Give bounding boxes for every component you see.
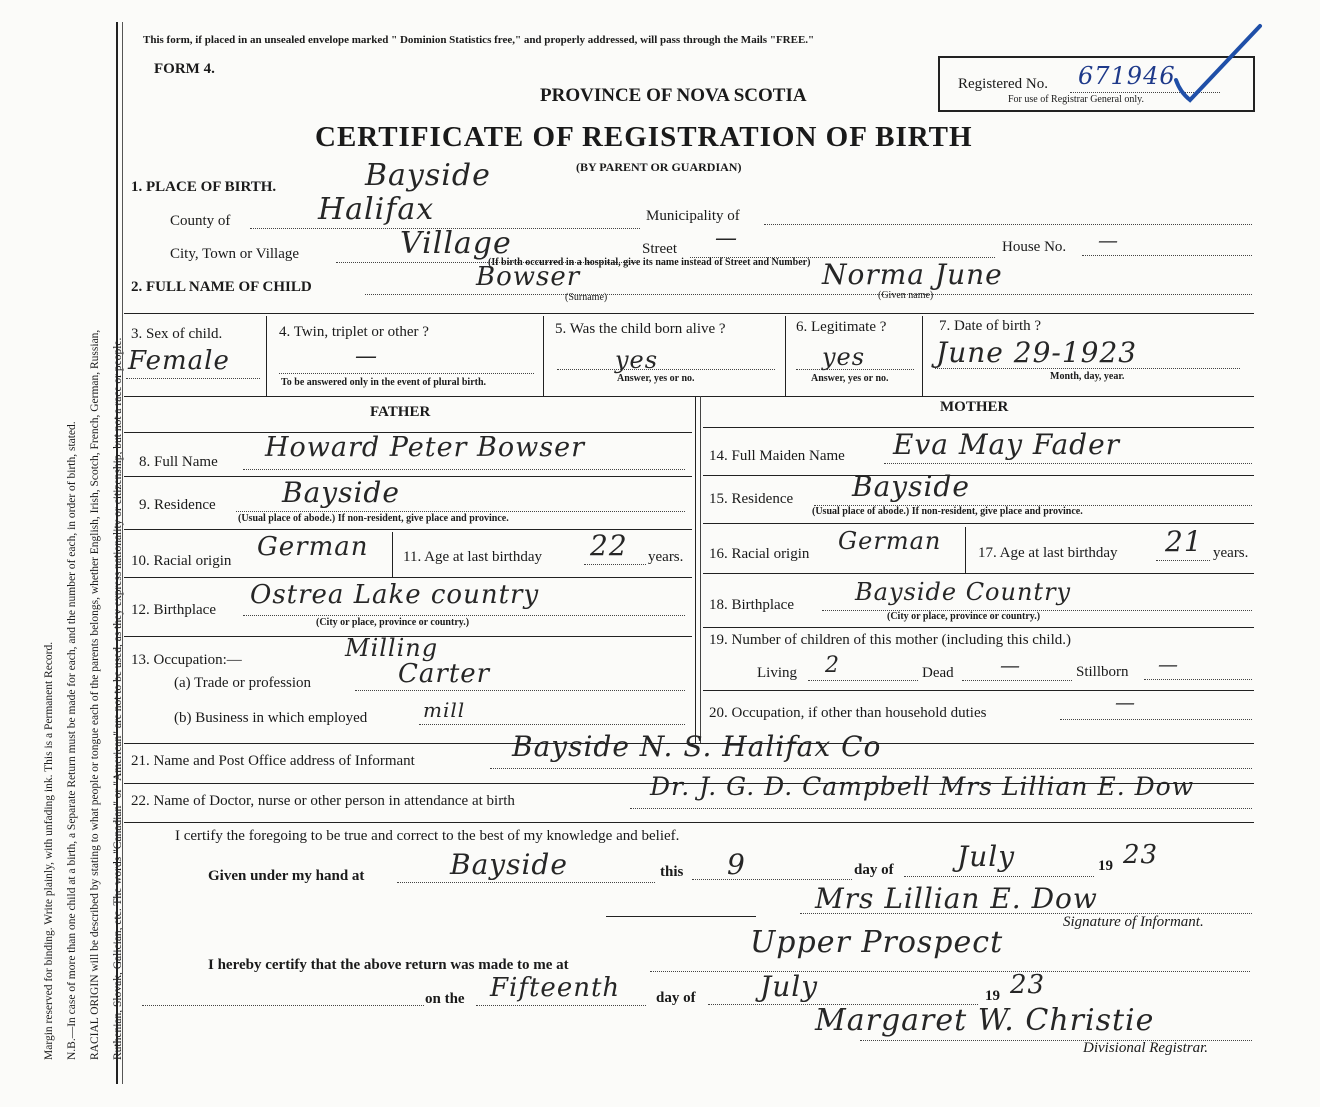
given-name-caption: (Given name) <box>878 290 934 301</box>
father-age-label: 11. Age at last birthday <box>403 549 542 565</box>
dob-label: 7. Date of birth ? <box>939 318 1042 334</box>
municipality-label: Municipality of <box>646 208 740 224</box>
father-name-label: 8. Full Name <box>139 454 218 470</box>
mother-residence-value: Bayside <box>852 470 970 503</box>
alive-label: 5. Was the child born alive ? <box>555 321 726 337</box>
father-occupation-label: 13. Occupation:— <box>131 652 242 668</box>
dead-label: Dead <box>922 665 954 681</box>
registrar-signature: Margaret W. Christie <box>815 1003 1155 1038</box>
living-value: 2 <box>825 653 840 678</box>
father-heading: FATHER <box>370 404 431 420</box>
mother-birthplace-note: (City or place, province or country.) <box>887 611 1041 622</box>
province-title: PROVINCE OF NOVA SCOTIA <box>540 85 807 106</box>
mother-age-unit: years. <box>1213 545 1249 561</box>
mother-heading: MOTHER <box>940 399 1009 415</box>
father-birthplace-note: (City or place, province or country.) <box>316 617 470 628</box>
sex-label: 3. Sex of child. <box>131 326 223 342</box>
business-value: mill <box>423 698 466 722</box>
margin-rule <box>116 22 118 1084</box>
registrar-certify-line: I hereby certify that the above return was made to me at <box>208 957 569 973</box>
father-race-value: German <box>257 532 369 562</box>
father-birthplace-value: Ostrea Lake country <box>250 580 540 610</box>
registrar-caption: Divisional Registrar. <box>1083 1040 1209 1056</box>
given-under-label: Given under my hand at <box>208 868 365 884</box>
mother-race-value: German <box>838 527 942 555</box>
informant-value: Bayside N. S. Halifax Co <box>512 730 882 763</box>
registrar-month-value: July <box>760 970 819 1003</box>
year-prefix: 19 <box>1098 858 1113 874</box>
house-value: — <box>1098 228 1119 252</box>
father-occupation-extra: Milling <box>345 634 439 662</box>
place-of-birth-value: Bayside <box>365 158 491 193</box>
informant-label: 21. Name and Post Office address of Informant <box>131 753 415 769</box>
surname-value: Bowser <box>476 262 581 292</box>
check-mark-icon <box>1168 20 1268 110</box>
given-name-value: Norma June <box>822 258 1003 291</box>
mother-birthplace-label: 18. Birthplace <box>709 597 794 613</box>
registrar-note: For use of Registrar General only. <box>1008 94 1144 105</box>
certify-line: I certify the foregoing to be true and correct to the best of my knowledge and belief. <box>175 828 680 844</box>
margin-line-2: N.B.—In case of more than one child at a birth, a Separate Return must be made for each, and the number of each, in order of birth, stated. <box>66 421 78 1060</box>
dob-note: Month, day, year. <box>1050 371 1125 382</box>
mother-name-value: Eva May Fader <box>893 428 1121 461</box>
signature-caption: Signature of Informant. <box>1063 914 1204 930</box>
registered-number: 671946 <box>1078 62 1176 90</box>
street-label: Street <box>642 241 677 257</box>
alive-value: yes <box>615 346 659 374</box>
margin-line-3: RACIAL ORIGIN will be described by stating to what people or tongue each of the parents belongs, whether English, Irish, Scotch, French, German, Russian, <box>89 329 101 1060</box>
registrar-year-value: 23 <box>1010 970 1046 1000</box>
on-the-label: on the <box>425 991 465 1007</box>
legitimate-value: yes <box>822 343 866 371</box>
registrar-day-value: Fifteenth <box>490 973 621 1003</box>
mother-residence-label: 15. Residence <box>709 491 794 507</box>
form-number: FORM 4. <box>154 61 215 77</box>
children-label: 19. Number of children of this mother (including this child.) <box>709 632 1072 648</box>
surname-caption: (Surname) <box>565 292 608 303</box>
place-of-birth-label: 1. PLACE OF BIRTH. <box>131 179 277 195</box>
this-label: this <box>660 864 684 880</box>
trade-value: Carter <box>398 659 491 689</box>
county-label: County of <box>170 213 231 229</box>
father-age-value: 22 <box>590 529 628 562</box>
margin-line-1: Margin reserved for binding. Write plainly, with unfading ink. This is a Permanent Record. <box>43 641 55 1060</box>
mother-name-label: 14. Full Maiden Name <box>709 448 845 464</box>
doctor-label: 22. Name of Doctor, nurse or other person in attendance at birth <box>131 793 515 809</box>
mail-notice: This form, if placed in an unsealed envelope marked " Dominion Statistics free," and properly addressed, will pass through the Mails "FREE." <box>143 34 815 46</box>
father-age-unit: years. <box>648 549 684 565</box>
mother-occupation-value: — <box>1115 690 1136 714</box>
street-value: — <box>715 226 738 251</box>
month-value: July <box>957 840 1016 873</box>
year-value: 23 <box>1123 840 1159 870</box>
alive-note: Answer, yes or no. <box>617 373 695 384</box>
father-residence-label: 9. Residence <box>139 497 216 513</box>
business-label: (b) Business in which employed <box>174 710 368 726</box>
full-name-label: 2. FULL NAME OF CHILD <box>131 279 312 295</box>
father-race-label: 10. Racial origin <box>131 553 232 569</box>
hospital-note: (If birth occurred in a hospital, give its name instead of Street and Number) <box>488 257 811 268</box>
mother-birthplace-value: Bayside Country <box>855 578 1072 606</box>
margin-rule-inner <box>122 22 123 1084</box>
given-place-value: Bayside <box>450 848 568 881</box>
registered-label: Registered No. <box>958 76 1048 92</box>
stillborn-value: — <box>1158 652 1179 676</box>
certificate-subtitle: (BY PARENT OR GUARDIAN) <box>576 160 742 174</box>
registrar-year-prefix: 19 <box>985 988 1000 1004</box>
day-value: 9 <box>727 848 746 881</box>
living-label: Living <box>757 665 797 681</box>
certificate-title: CERTIFICATE OF REGISTRATION OF BIRTH <box>315 121 973 153</box>
dead-value: — <box>1000 653 1021 677</box>
mother-occupation-label: 20. Occupation, if other than household duties <box>709 705 987 721</box>
margin-line-4: Ruthenian, Slovak, Galician, etc. The words "Canadian" or "American" are not to be used, as they express nationality or citizenship, but not a race or people. <box>112 337 124 1060</box>
dob-value: June 29-1923 <box>936 336 1138 369</box>
father-birthplace-label: 12. Birthplace <box>131 602 216 618</box>
legitimate-label: 6. Legitimate ? <box>796 319 887 335</box>
mother-residence-note: (Usual place of abode.) If non-resident, give place and province. <box>812 506 1083 517</box>
house-label: House No. <box>1002 239 1067 255</box>
father-residence-value: Bayside <box>282 476 400 509</box>
city-value: Village <box>400 226 512 261</box>
stillborn-label: Stillborn <box>1076 664 1129 680</box>
father-residence-note: (Usual place of abode.) If non-resident, give place and province. <box>238 513 509 524</box>
registrar-place-value: Upper Prospect <box>750 925 1004 960</box>
doctor-value: Dr. J. G. D. Campbell Mrs Lillian E. Dow <box>650 772 1195 801</box>
city-label: City, Town or Village <box>170 246 300 262</box>
registered-box <box>938 56 1255 112</box>
father-name-value: Howard Peter Bowser <box>265 432 585 463</box>
registrar-day-of-label: day of <box>656 990 696 1006</box>
trade-label: (a) Trade or profession <box>174 675 312 691</box>
twin-note: To be answered only in the event of plural birth. <box>281 377 487 388</box>
day-of-label: day of <box>854 862 894 878</box>
mother-race-label: 16. Racial origin <box>709 546 810 562</box>
sex-value: Female <box>128 346 230 376</box>
mother-age-value: 21 <box>1165 525 1203 558</box>
mother-age-label: 17. Age at last birthday <box>978 545 1118 561</box>
county-value: Halifax <box>318 192 435 227</box>
legitimate-note: Answer, yes or no. <box>811 373 889 384</box>
twin-value: — <box>355 344 378 369</box>
informant-signature: Mrs Lillian E. Dow <box>815 882 1098 915</box>
twin-label: 4. Twin, triplet or other ? <box>279 324 429 340</box>
